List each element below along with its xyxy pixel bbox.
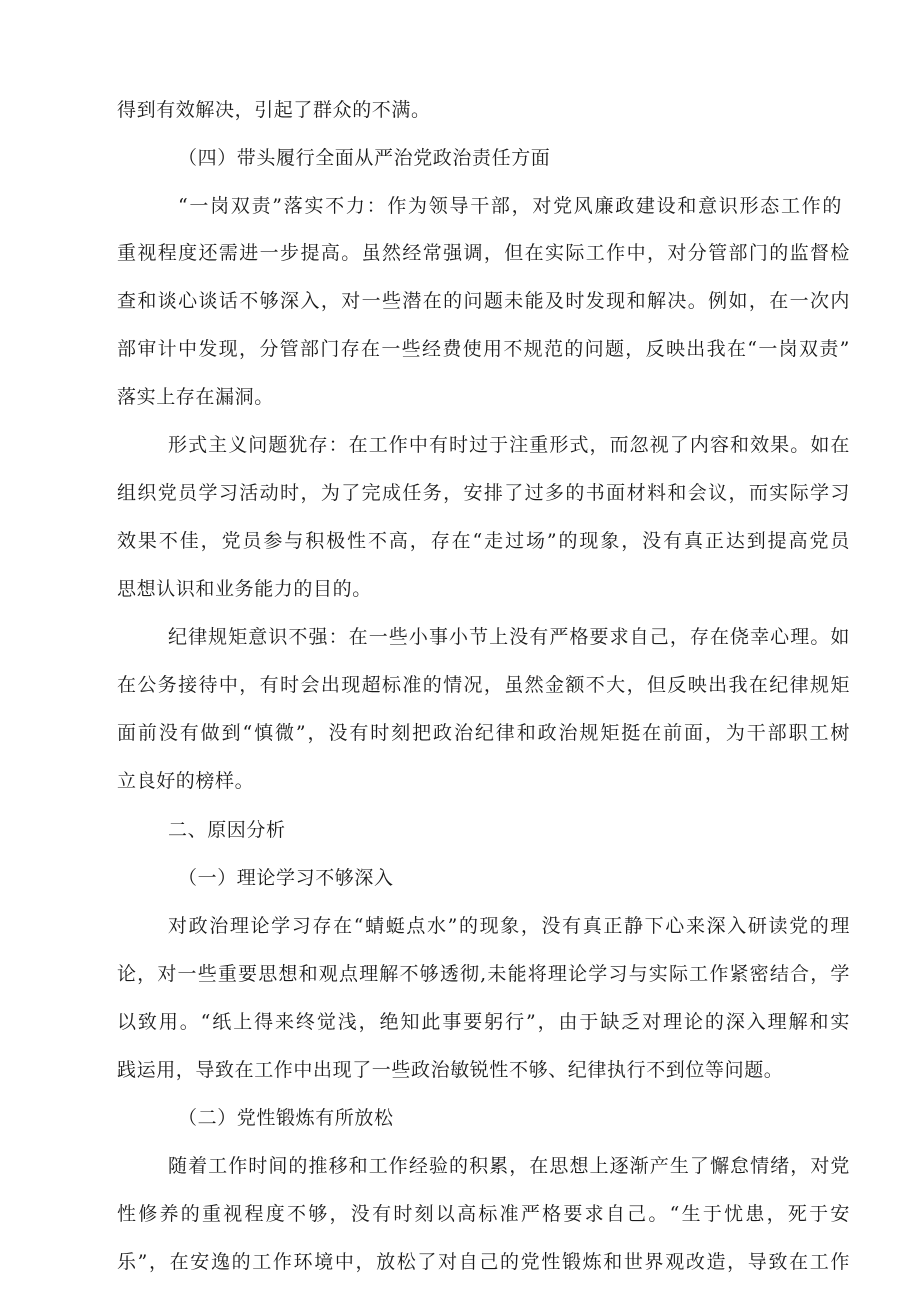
subsection-heading: （一）理论学习不够深入 bbox=[178, 867, 394, 889]
paragraph-line: 查和谈心谈话不够深入，对一些潜在的问题未能及时发现和解决。例如，在一次内 bbox=[117, 290, 850, 312]
paragraph-line: 得到有效解决，引起了群众的不满。 bbox=[117, 99, 431, 121]
section-heading: （四）带头履行全面从严治党政治责任方面 bbox=[178, 147, 551, 169]
paragraph-line: 立良好的榜样。 bbox=[117, 770, 255, 792]
paragraph-line: 以致用。“纸上得来终觉浅，绝知此事要躬行”，由于缺乏对理论的深入理解和实 bbox=[117, 1011, 850, 1033]
section-heading: 二、原因分析 bbox=[168, 819, 286, 841]
paragraph-line: 思想认识和业务能力的目的。 bbox=[117, 578, 372, 600]
paragraph-line: 落实上存在漏洞。 bbox=[117, 386, 274, 408]
paragraph-line: 乐”，在安逸的工作环境中，放松了对自己的党性锻炼和世界观改造，导致在工作 bbox=[117, 1251, 850, 1273]
paragraph-line: 重视程度还需进一步提高。虽然经常强调，但在实际工作中，对分管部门的监督检 bbox=[117, 242, 850, 264]
subsection-heading: （二）党性锻炼有所放松 bbox=[178, 1107, 394, 1129]
paragraph-line: 论，对一些重要思想和观点理解不够透彻,未能将理论学习与实际工作紧密结合，学 bbox=[117, 963, 850, 985]
paragraph-line: “一岗双责”落实不力：作为领导干部，对党风廉政建设和意识形态工作的 bbox=[178, 195, 842, 217]
paragraph-line: 形式主义问题犹存：在工作中有时过于注重形式，而忽视了内容和效果。如在 bbox=[168, 434, 850, 456]
paragraph-line: 效果不佳，党员参与积极性不高，存在“走过场”的现象，没有真正达到提高党员 bbox=[117, 530, 850, 552]
paragraph-line: 组织党员学习活动时，为了完成任务，安排了过多的书面材料和会议，而实际学习 bbox=[117, 482, 850, 504]
paragraph-line: 部审计中发现，分管部门存在一些经费使用不规范的问题，反映出我在“一岗双责” bbox=[117, 338, 850, 360]
paragraph-line: 随着工作时间的推移和工作经验的积累，在思想上逐渐产生了懈怠情绪，对党 bbox=[168, 1155, 850, 1177]
paragraph-line: 面前没有做到“慎微”，没有时刻把政治纪律和政治规矩挺在前面，为干部职工树 bbox=[117, 722, 850, 744]
paragraph-line: 纪律规矩意识不强：在一些小事小节上没有严格要求自己，存在侥幸心理。如 bbox=[168, 626, 850, 648]
paragraph-line: 性修养的重视程度不够，没有时刻以高标准严格要求自己。“生于忧患，死于安 bbox=[117, 1203, 850, 1225]
paragraph-line: 在公务接待中，有时会出现超标准的情况，虽然金额不大，但反映出我在纪律规矩 bbox=[117, 674, 850, 696]
paragraph-line: 对政治理论学习存在“蜻蜓点水”的现象，没有真正静下心来深入研读党的理 bbox=[168, 915, 850, 937]
paragraph-line: 践运用，导致在工作中出现了一些政治敏锐性不够、纪律执行不到位等问题。 bbox=[117, 1059, 784, 1081]
